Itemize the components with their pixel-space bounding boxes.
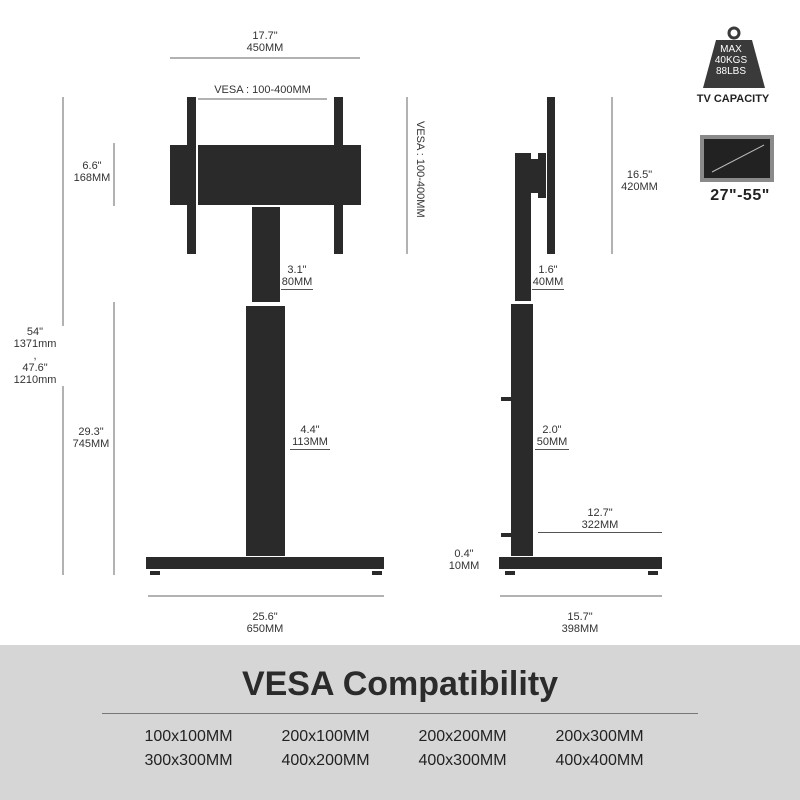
base-depth-label: [545, 611, 615, 635]
plate-height-mm: 420MM: [621, 181, 658, 193]
bracket-height-mm: 168MM: [73, 172, 111, 184]
vesa-item: 300x300MM: [144, 752, 233, 769]
weight-max-label: MAX: [720, 44, 742, 55]
vesa-item: 400x400MM: [555, 752, 644, 769]
base-thickness-inch: 0.4": [454, 548, 474, 560]
base-thickness-label: [446, 548, 482, 572]
total-height-max-inch: 54": [26, 326, 44, 338]
bracket-height-inch: 6.6": [82, 160, 102, 172]
total-height-label: 54" 1371mm , 47.6" 1210mm: [5, 326, 65, 386]
base-thickness-mm: 10MM: [448, 560, 480, 572]
base-depth-inch: 15.7": [567, 611, 593, 623]
vesa-horizontal-label: VESA : 100-400MM: [214, 84, 311, 96]
front-lower-column-inch: 4.4": [300, 424, 320, 436]
side-upper-column-inch: 1.6": [538, 264, 558, 276]
plate-height-label: [617, 169, 662, 193]
vesa-item: 400x200MM: [281, 752, 370, 769]
total-height-min-inch: 47.6": [22, 362, 48, 374]
vesa-item: 200x100MM: [281, 728, 370, 745]
tv-capacity-title: TV CAPACITY: [696, 93, 770, 105]
side-lower-column-inch: 2.0": [542, 424, 562, 436]
base-offset-inch: 12.7": [587, 507, 613, 519]
vesa-title: VESA Compatibility: [241, 665, 559, 703]
lower-height-inch: 29.3": [78, 426, 104, 438]
front-upper-column-inch: 3.1": [287, 264, 307, 276]
bracket-height-label: [72, 160, 112, 184]
vesa-item: 200x200MM: [418, 728, 507, 745]
side-lower-column-label: [535, 424, 569, 450]
tv-icon: [700, 135, 774, 182]
vesa-item: 200x300MM: [555, 728, 644, 745]
vesa-item: 400x300MM: [418, 752, 507, 769]
vesa-compatibility-panel: [0, 645, 800, 800]
vesa-divider: [102, 713, 698, 714]
plate-height-inch: 16.5": [626, 169, 653, 181]
front-width-mm: 450MM: [246, 42, 284, 54]
front-lower-column-mm: 113MM: [290, 436, 330, 450]
front-upper-column-mm: 80MM: [281, 276, 313, 288]
side-upper-column-label: [532, 264, 564, 290]
total-height-min-mm: 1210mm: [13, 374, 57, 386]
base-offset-label: [538, 507, 662, 533]
tv-size-range: 27"-55": [710, 187, 770, 204]
weight-kg-value: 40KGS: [714, 55, 748, 66]
weight-capacity-text: [702, 44, 760, 77]
front-width-inch: 17.7": [252, 30, 278, 42]
weight-lbs-value: 88LBS: [715, 66, 747, 77]
base-width-mm: 650MM: [246, 623, 284, 635]
side-upper-column-mm: 40MM: [532, 276, 564, 288]
lower-height-label: [70, 426, 112, 450]
front-lower-column-label: [290, 424, 330, 450]
vesa-vertical-label: VESA : 100-400MM: [414, 121, 426, 218]
front-upper-column-label: [281, 264, 313, 290]
total-height-max-mm: 1371mm: [13, 338, 57, 350]
lower-height-mm: 745MM: [72, 438, 110, 450]
vesa-item: 100x100MM: [144, 728, 233, 745]
base-width-label: [230, 611, 300, 635]
base-offset-mm: 322MM: [538, 519, 662, 533]
base-width-inch: 25.6": [252, 611, 278, 623]
side-lower-column-mm: 50MM: [536, 436, 568, 448]
vesa-list: [120, 728, 700, 770]
base-depth-mm: 398MM: [561, 623, 599, 635]
front-view-stand: [146, 97, 384, 575]
front-width-label: [230, 30, 300, 54]
